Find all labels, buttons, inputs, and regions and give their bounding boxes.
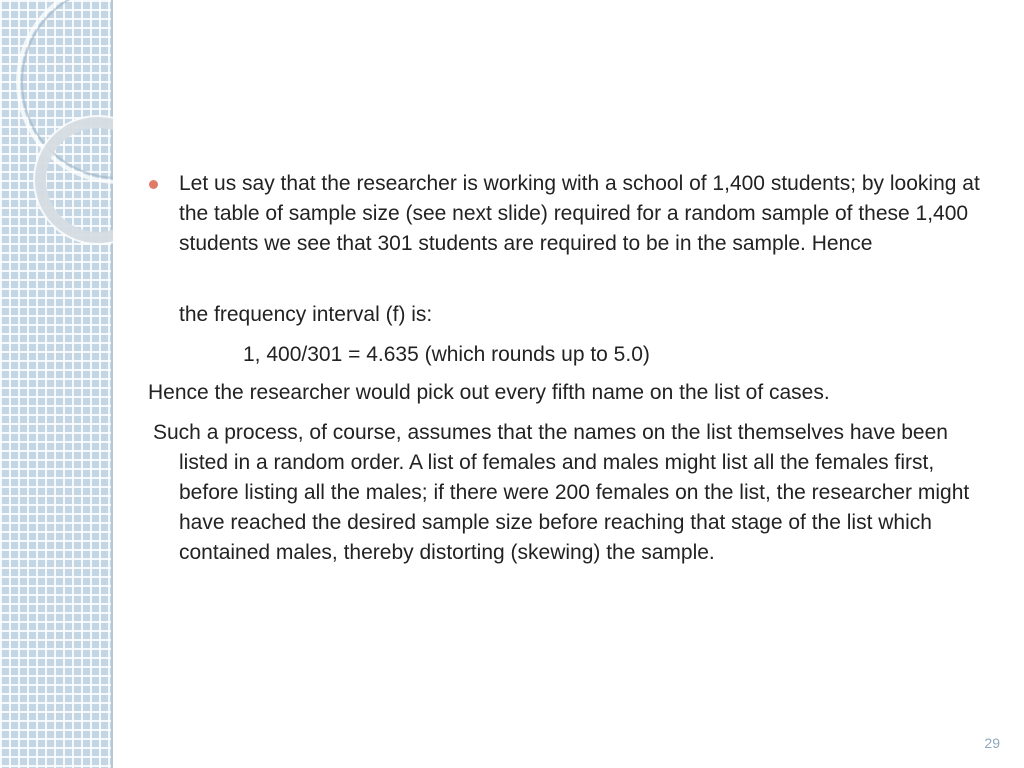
formula-line: 1, 400/301 = 4.635 (which rounds up to 5.0) (243, 343, 650, 366)
process-paragraph: Such a process, of course, assumes that the names on the list themselves have been listed in a random order. A list of females and males might list all the females first, before listing all the males; if there were 200 females on the list, the researcher might have reached the desired sample size before reaching that stage of the list which contained males, thereby distorting (skewing) the sample. (153, 421, 970, 564)
bullet-paragraph: Let us say that the researcher is working with a school of 1,400 students; by looking at the table of sample size (see next slide) required for a random sample of these 1,400 students we see that 301 students are required to be in the sample. Hence (179, 172, 980, 255)
bullet-icon (149, 180, 158, 189)
frequency-interval-line: the frequency interval (f) is: (179, 303, 433, 326)
hence-line: Hence the researcher would pick out every fifth name on the list of cases. (148, 381, 830, 404)
page-number: 29 (984, 735, 1000, 751)
